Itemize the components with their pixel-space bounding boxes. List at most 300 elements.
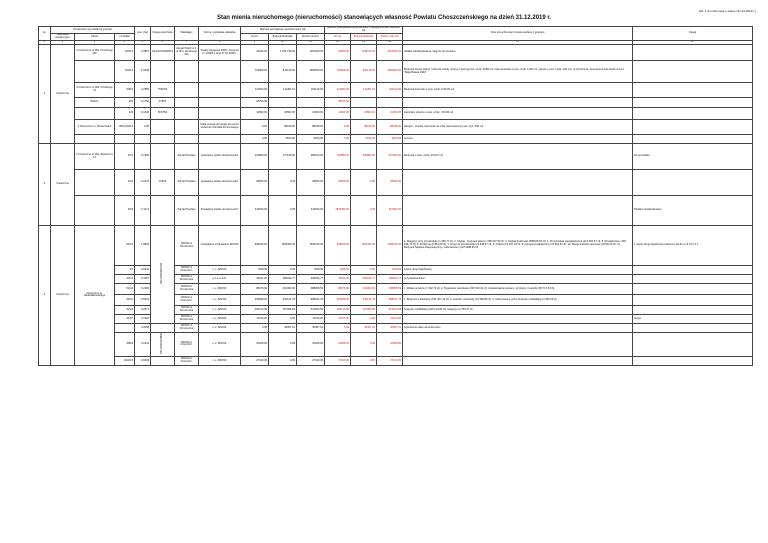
- grunt2-cell: 10508,00: [325, 333, 351, 357]
- pow-cell: 0,2106: [135, 284, 151, 295]
- razem-cell: 10508,00: [297, 333, 325, 357]
- col-wladanie: Władający: [175, 27, 199, 41]
- obreb-cell: [75, 135, 115, 144]
- obreb-cell: 3 Choszczno ul. Bol. Wyleczony 14: [75, 144, 115, 170]
- pow-cell: 0,0058: [135, 324, 151, 333]
- razem2-cell: 388958,59: [377, 284, 403, 295]
- dzialka-cell: [115, 324, 135, 333]
- budynki-cell: [269, 98, 297, 108]
- col-budynki2: Budynki Budowle: [351, 34, 377, 41]
- register-body: [39, 45, 753, 366]
- table-row: [39, 108, 753, 120]
- razem2-cell: 41000,00: [377, 108, 403, 120]
- uwagi-cell: [633, 120, 753, 135]
- razem2-cell: 88018,00: [377, 120, 403, 135]
- grunt-cell: 7648,00: [241, 266, 269, 275]
- budynki2-cell: 0,00: [351, 170, 377, 196]
- uwagi-cell: [633, 333, 753, 357]
- col-number: 2: [51, 41, 75, 45]
- dzialka-cell: 1010/13: [115, 356, 135, 365]
- dzialka-cell: [115, 135, 135, 144]
- opis-cell: ogrodzenie całej nieruchomości: [403, 324, 633, 333]
- obreb-cell: [75, 108, 115, 120]
- jednostka-cell: Choszczno: [51, 226, 75, 366]
- dzialka-cell: 806/3 82/14: [115, 120, 135, 135]
- budynki2-cell: 1148732,92: [351, 45, 377, 61]
- table-row: [39, 306, 753, 315]
- wladanie-cell: SPZOZ w Choszcznie: [175, 315, 199, 324]
- opis-cell: Hangar - umowa użyczenia na czas nieoznaczony pow. użyt. 500 m2: [403, 120, 633, 135]
- kw-number: SZ1C/00016475/4: [160, 263, 164, 285]
- opis-cell: [403, 196, 633, 226]
- grunt2-cell: 18750,00: [325, 98, 351, 108]
- grunt-cell: 109714,00: [241, 306, 269, 315]
- budynki2-cell: 29500,00: [351, 108, 377, 120]
- razem-cell: 231143,00: [297, 83, 325, 98]
- grunt2-cell: 88376,00: [325, 284, 351, 295]
- wladanie-cell: Zarząd Powiatu: [175, 144, 199, 170]
- page-title: Stan mienia nieruchomego (nieruchomości) stanowiących własność Powiatu Choszczeńskiego na dzień 31.12.2019 r.: [216, 15, 552, 21]
- grunt-cell: 88376,00: [241, 284, 269, 295]
- razem-cell: 1281930,92: [297, 45, 325, 61]
- opis-cell: działka niezabudowana, sługość do kontuaru: [403, 45, 633, 61]
- col-number: 3: [75, 41, 115, 45]
- col-number: 7: [175, 41, 199, 45]
- table-row: [39, 315, 753, 324]
- forma-cell: [199, 135, 241, 144]
- grunt2-cell: 18341,00: [325, 275, 351, 284]
- dzialka-cell: 102: [115, 98, 135, 108]
- razem-cell: [297, 98, 325, 108]
- kw-cell: 15334: [151, 170, 175, 196]
- forma-cell: n.u. SPZOZ: [199, 333, 241, 357]
- col-number: 12: [325, 41, 351, 45]
- forma-cell: n.u. SPZOZ: [199, 356, 241, 365]
- budynki-cell: 177190,00: [269, 144, 297, 170]
- kw-cell: [151, 356, 175, 365]
- dzialka-cell: 508/1: [115, 83, 135, 98]
- razem-cell: 7648,00: [297, 266, 325, 275]
- attachment-note: Zał. 1 do informacji o stanie (31.12.2019 r.): [698, 9, 756, 13]
- razem2-cell: [377, 98, 403, 108]
- wladanie-cell: [175, 120, 199, 135]
- kw-cell: [151, 333, 175, 357]
- budynki2-cell: 0,00: [351, 356, 377, 365]
- budynki2-cell: 0,00: [351, 315, 377, 324]
- uwagi-cell: [633, 306, 753, 315]
- razem-cell: 27160,00: [297, 356, 325, 365]
- obreb-cell: 3 Choszczno ul. Bol. Chrobrego 31: [75, 83, 115, 98]
- razem-cell: 513023,55: [297, 306, 325, 315]
- uwagi-cell: [633, 170, 753, 196]
- uwagi-cell: z części drogi dojazdowej zakończy się do ul. 8 PU i 5-7: [633, 226, 753, 266]
- uwagi-cell: [633, 275, 753, 284]
- forma-cell: n.u. SPZOZ: [199, 306, 241, 315]
- obreb-cell: [75, 170, 115, 196]
- grunt-cell: 243000,00: [241, 196, 269, 226]
- wladanie-cell: [175, 83, 199, 98]
- forma-cell: nieodpłatne użytkowanie SPZOZ: [199, 226, 241, 266]
- uwagi-cell: [633, 45, 753, 61]
- uwagi-cell: [633, 356, 753, 365]
- opis-cell: [403, 98, 633, 108]
- opis-cell: Budynek internatu o pow. użytk.1740,00 m2: [403, 83, 633, 98]
- uwagi-cell: Do sprzedaży: [633, 144, 753, 170]
- uwagi-cell: [633, 61, 753, 83]
- budynki2-cell: 265034,77: [351, 275, 377, 284]
- grunt-cell: 11500,00: [241, 108, 269, 120]
- pow-cell: 0,1750: [135, 98, 151, 108]
- forma-cell: n.u. SPZOZ: [199, 266, 241, 275]
- obreb-cell: 3 Choszczno ul. Piaseczwa 3: [75, 120, 115, 135]
- budynki-cell: 40557,01: [269, 324, 297, 333]
- razem-cell: 388958,59: [297, 284, 325, 295]
- dzialka-cell: 516/1: [115, 226, 135, 266]
- dzialka-cell: 52/2: [115, 170, 135, 196]
- obreb-cell: 3 Choszczno ul. Bol. Chrobrego 31b: [75, 45, 115, 61]
- kw-cell: [151, 61, 175, 83]
- forma-cell: Powiatowy zasób nieruchomości: [199, 196, 241, 226]
- dzialka-cell: 813/14: [115, 61, 135, 83]
- col-number: 15: [403, 41, 633, 45]
- pow-cell: 1,6028: [135, 61, 151, 83]
- pow-cell: 0,0444: [135, 266, 151, 275]
- forma-cell: Stała umowa przyznaje do gruntu wobecnie Ośrodka Pomocowego: [199, 120, 241, 135]
- opis-cell: Budynek szkoły (stary), budynek szkoły (nowy) o łącznej pow. użytk. 6289 m2, hala sportowa o pow. użytk. 1100 m2, garaże o pow. użytk. 180 m2, oczyszczanie, zewnętrzna linia elektryczna z "Mają Bolesa 1946": [403, 61, 633, 83]
- budynki-cell: 265034,77: [269, 275, 297, 284]
- col-jednostka: Jednostka ewidencyjna: [51, 34, 75, 41]
- forma-cell: n.u. SPZOZ: [199, 315, 241, 324]
- wladanie-cell: SPZOZ w Choszczn.: [175, 266, 199, 275]
- budynki-cell: 0,00: [269, 196, 297, 226]
- opis-cell: Budynek o pow. użytk. 670,00 m2: [403, 144, 633, 170]
- wladanie-cell: SPZOZ w Choszcznie: [175, 275, 199, 284]
- grunt2-cell: 109714,00: [325, 306, 351, 315]
- razem-cell: 868641,78: [297, 295, 325, 306]
- kw-cell: [151, 196, 175, 226]
- opis-cell: przychodnia dziec.: [403, 275, 633, 284]
- kw-cell: [151, 144, 175, 170]
- table-row: [39, 226, 753, 266]
- budynki2-cell: 267906,55: [351, 306, 377, 315]
- forma-cell: Trwały zarząd od 2005 r. Decyzja nr 1/2005 z dnia 27.10.2005 r.: [199, 45, 241, 61]
- budynki2-cell: [351, 98, 377, 108]
- razem-cell: 7605615,30: [297, 226, 325, 266]
- uwagi-cell: [633, 266, 753, 275]
- razem2-cell: 265034,77: [377, 275, 403, 284]
- table-row: [39, 295, 753, 306]
- grunt2-cell: 102850,00: [325, 144, 351, 170]
- uwagi-cell: [633, 135, 753, 144]
- budynki-cell: 301060,00: [269, 284, 297, 295]
- grunt-cell: 18750,00: [241, 98, 269, 108]
- grunt-cell: 11570,00: [241, 315, 269, 324]
- razem2-cell: 307900,00: [377, 196, 403, 226]
- grunt2-cell: 0,00: [325, 120, 351, 135]
- wladanie-cell: [175, 61, 199, 83]
- razem2-cell: 7648,00: [377, 266, 403, 275]
- col-number: 6: [151, 41, 175, 45]
- budynki-cell: 9643,00: [269, 135, 297, 144]
- budynki2-cell: 111381,10: [351, 83, 377, 98]
- obreb-cell: [75, 61, 115, 83]
- razem-cell: 265034,77: [297, 275, 325, 284]
- uwagi-cell: [633, 83, 753, 98]
- wladanie-cell: Zespół Szkół nr 1 ul. Bol. Chrobrego 31b: [175, 45, 199, 61]
- col-opis: Opis nieruchomości / kwota wydana z gruntem: [403, 27, 633, 41]
- wladanie-cell: [175, 98, 199, 108]
- jednostka-cell: Choszczno: [51, 144, 75, 226]
- grunt-cell: 27160,00: [241, 356, 269, 365]
- obreb-cell: [75, 196, 115, 226]
- col-number: 11: [297, 41, 325, 45]
- razem2-cell: 307900,00: [377, 144, 403, 170]
- forma-cell: p.z.o.o.-Z.P.: [199, 275, 241, 284]
- col-number: 14: [377, 41, 403, 45]
- pow-cell: 0,05: [135, 120, 151, 135]
- obreb-cell: Rodzin: [75, 98, 115, 108]
- kw-cell: 27550: [151, 98, 175, 108]
- kw-cell: SZ1C/00015690/1: [151, 45, 175, 61]
- uwagi-cell: [633, 324, 753, 333]
- budynki2-cell: 0,00: [351, 333, 377, 357]
- budynki-cell: 88018,00: [269, 120, 297, 135]
- budynki2-cell: 9643,00: [351, 135, 377, 144]
- razem-cell: 1584053,00: [297, 61, 325, 83]
- col-number: 16: [633, 41, 753, 45]
- property-register-table: [38, 26, 753, 366]
- forma-cell: n.u. SPZOZ: [199, 284, 241, 295]
- kw-cell: 70297/6: [151, 83, 175, 98]
- col-razem: Razem (9+10): [297, 34, 325, 41]
- opis-cell: 1. Wiata na wozie (7 332,72 zł); 2. Pogotowie ratunkowe (293 032,02 zł); Udoskonalone wpisem, przyłączy i budynki (86 717,53 zł): [403, 284, 633, 295]
- dzialka-cell: 813/14: [115, 45, 135, 61]
- uwagi-cell: [633, 108, 753, 120]
- forma-cell: [199, 83, 241, 98]
- grunt2-cell: 114662,00: [325, 83, 351, 98]
- col-razem2: Razem (12+13): [377, 34, 403, 41]
- grunt-cell: 0,00: [241, 135, 269, 144]
- opis-cell: [403, 333, 633, 357]
- grunt-cell: 0,00: [241, 120, 269, 135]
- uwagi-cell: [633, 295, 753, 306]
- grunt2-cell: 11570,00: [325, 315, 351, 324]
- col-pow: pow. (ha): [135, 27, 151, 41]
- table-row: [39, 324, 753, 333]
- grunt-cell: 42000,00: [241, 45, 269, 61]
- wladanie-cell: [175, 108, 199, 120]
- pow-cell: 0,6404: [135, 295, 151, 306]
- budynki2-cell: 301060,00: [351, 284, 377, 295]
- grunt-cell: 599929,00: [241, 226, 269, 266]
- grunt2-cell: 0,00: [325, 324, 351, 333]
- col-number: 13: [351, 41, 377, 45]
- table-row: [39, 333, 753, 357]
- dzialka-cell: 516/1: [115, 275, 135, 284]
- forma-cell: n.u. SPZOZ: [199, 324, 241, 333]
- uwagi-cell: [633, 284, 753, 295]
- jednostka-cell: Choszczno: [51, 45, 75, 144]
- wladanie-cell: Zarząd Powiatu: [175, 196, 199, 226]
- razem-cell: 11570,00: [297, 315, 325, 324]
- uwagi-cell: droga: [633, 315, 753, 324]
- grunt-cell: 114662,00: [241, 83, 269, 98]
- dzialka-cell: 520/1: [115, 295, 135, 306]
- kw-cell: [151, 135, 175, 144]
- wladanie-cell: SPZOZ w Choszcznie: [175, 284, 199, 295]
- table-row: [39, 144, 753, 170]
- razem-cell: 28000,00: [297, 170, 325, 196]
- pow-cell: 0,0269: [135, 356, 151, 365]
- uwagi-cell: [633, 98, 753, 108]
- col-grunt2: Grunty: [325, 34, 351, 41]
- budynki-cell: 616141,78: [269, 295, 297, 306]
- uwagi-cell: Działka niezabudowana: [633, 196, 753, 226]
- wladanie-cell: SPZOZ w Choszczn.: [175, 356, 199, 365]
- razem2-cell: 513023,55: [377, 306, 403, 315]
- col-budynki: Budynki Budowle: [269, 34, 297, 41]
- dzialka-cell: 103: [115, 108, 135, 120]
- forma-cell: powiatowy zasób nieruchomości: [199, 144, 241, 170]
- razem2-cell: 868641,78: [377, 295, 403, 306]
- col-number: 5: [135, 41, 151, 45]
- col-lp: Lp.: [39, 27, 51, 41]
- budynki2-cell: 616141,78: [351, 295, 377, 306]
- grunt2-cell: 11500,00: [325, 108, 351, 120]
- grunt2-cell: 599929,00: [325, 226, 351, 266]
- budynki2-cell: 305800,00: [351, 144, 377, 170]
- grunt2-cell: 7648,00: [325, 266, 351, 275]
- wladanie-cell: SPZOZ w Choszcznie: [175, 306, 199, 315]
- grunt2-cell: 42000,00: [325, 45, 351, 61]
- razem-cell: 88018,00: [297, 120, 325, 135]
- budynki2-cell: 0,00: [351, 196, 377, 226]
- grunt2-cell: 28000,00: [325, 170, 351, 196]
- razem-cell: 40557,01: [297, 324, 325, 333]
- razem-cell: 243000,00: [297, 196, 325, 226]
- table-row: [39, 275, 753, 284]
- table-row: [39, 196, 753, 226]
- razem2-cell: 27160,00: [377, 356, 403, 365]
- col-number: 4: [115, 41, 135, 45]
- forma-cell: [199, 98, 241, 108]
- kw-cell: [151, 226, 175, 324]
- razem-cell: 41000,00: [297, 108, 325, 120]
- table-row: [39, 284, 753, 295]
- col-uwagi: Uwagi: [633, 27, 753, 41]
- opis-cell: części drogi dojazdowej: [403, 266, 633, 275]
- razem-cell: 9643,00: [297, 135, 325, 144]
- col-forma: Forma i podstawa władania: [199, 27, 241, 41]
- opis-cell: pomost: [403, 135, 633, 144]
- dzialka-cell: 52/3: [115, 196, 135, 226]
- budynki-cell: 0,00: [269, 333, 297, 357]
- pow-cell: 0,1509: [135, 144, 151, 170]
- budynki-cell: 0,00: [269, 356, 297, 365]
- kw-number: SZ1C/00015286/0: [160, 333, 164, 355]
- budynki2-cell: 0,00: [351, 266, 377, 275]
- pow-cell: 0,4357: [135, 275, 151, 284]
- budynki-cell: 267906,55: [269, 306, 297, 315]
- table-row: [39, 98, 753, 108]
- razem2-cell: 7605615,30: [377, 226, 403, 266]
- budynki2-cell: 819145,00: [351, 61, 377, 83]
- table-row: [39, 120, 753, 135]
- col-number: 9: [241, 41, 269, 45]
- lp-cell: 2: [39, 144, 51, 226]
- pow-cell: [135, 135, 151, 144]
- dzialka-cell: 521/1: [115, 306, 135, 315]
- lp-cell: 3: [39, 226, 51, 366]
- table-row: [39, 170, 753, 196]
- kw-cell: [151, 120, 175, 135]
- pow-cell: 1,8556: [135, 226, 151, 266]
- wladanie-cell: SPZOZ w Choszcznie: [175, 226, 199, 266]
- forma-cell: powiatowy zasób nieruchomości: [199, 170, 241, 196]
- opis-cell: budynek rehabilitacji (205 126,89 zł); magazyn (2 753,57 zł): [403, 306, 633, 315]
- razem2-cell: 1201932,92: [377, 45, 403, 61]
- wladanie-cell: SPZOZ w Choszczn.: [175, 333, 199, 357]
- pow-cell: 0,0857: [135, 45, 151, 61]
- dzialka-cell: 4/7: [115, 266, 135, 275]
- pow-cell: 0,1171: [135, 196, 151, 226]
- pow-cell: 0,0276: [135, 170, 151, 196]
- opis-cell: [403, 356, 633, 365]
- col-dzialka: nr działki: [115, 34, 135, 41]
- wladanie-cell: SPZOZ w Choszcznie: [175, 324, 199, 333]
- grunt-cell: 253668,00: [241, 295, 269, 306]
- col-number: 1: [39, 41, 51, 45]
- budynki-cell: 1 156 730,92: [269, 45, 297, 61]
- dzialka-cell: 52/1: [115, 144, 135, 170]
- budynki-cell: 29500,00: [269, 108, 297, 120]
- col-obreb: Obręb: [75, 34, 115, 41]
- forma-cell: [199, 61, 241, 83]
- grunt2-cell: 253668,00: [325, 295, 351, 306]
- budynki-cell: 0,00: [269, 170, 297, 196]
- wladanie-cell: Zarząd Powiatu: [175, 170, 199, 196]
- razem2-cell: 231143,00: [377, 83, 403, 98]
- razem2-cell: 40557,01: [377, 324, 403, 333]
- pow-cell: 0,1600: [135, 108, 151, 120]
- wladanie-cell: [175, 135, 199, 144]
- pow-cell: 0,2655: [135, 83, 151, 98]
- col-group-oznaczenie: Oznaczenie wg ewidencji gruntów: [51, 27, 135, 34]
- budynki2-cell: 40557,01: [351, 324, 377, 333]
- wladanie-cell: SPZOZ w Choszczn.: [175, 295, 199, 306]
- grunt-cell: 0,00: [241, 324, 269, 333]
- table-row: [39, 83, 753, 98]
- budynki2-cell: 88018,00: [351, 120, 377, 135]
- razem2-cell: 28000,00: [377, 170, 403, 196]
- col-group-wartosc: Wartość początkowa nieruchomości (zł): [241, 27, 325, 34]
- grunt-cell: 10508,00: [241, 333, 269, 357]
- grunt2-cell: 764908,00: [325, 61, 351, 83]
- razem-cell: 280100,00: [297, 144, 325, 170]
- razem2-cell: 11570,00: [377, 315, 403, 324]
- opis-cell: [403, 315, 633, 324]
- grunt-cell: 102850,00: [241, 144, 269, 170]
- opis-cell: warsztaty szkolne o pow. użytk. 740,00 m2: [403, 108, 633, 120]
- table-row: [39, 45, 753, 61]
- grunt2-cell: 27160,00: [325, 356, 351, 365]
- budynki-cell: 0,00: [269, 315, 297, 324]
- dzialka-cell: 514/7: [115, 315, 135, 324]
- razem2-cell: 10508,00: [377, 333, 403, 357]
- opis-cell: 1. Magazyn przy przedszkolu (1 984,77 zł); 2. Szpital - budynek główny (798 337,50 zł); 3. Szpital (budynek) (588046,50 zł); 4. Przychodnia specjalistyczna (414 064,67 zł); 5. Prosektorium (196 438,74 zł); 6. Portiernia (6 851,08 zł); 7. Drogi do przedszkola (21 528,47 zł); 8. Pralnia (93 497,03 zł); 9. Agregat prądotwórczy (11 564,54 zł); 10. Stacja transformatorowa (14700,00 zł); 11. Budynek Sądowo-Diagnostyczny / Laboratorium (4271998,95 zł): [403, 226, 633, 266]
- razem2-cell: 9643,00: [377, 135, 403, 144]
- dzialka-cell: 908/3: [115, 333, 135, 357]
